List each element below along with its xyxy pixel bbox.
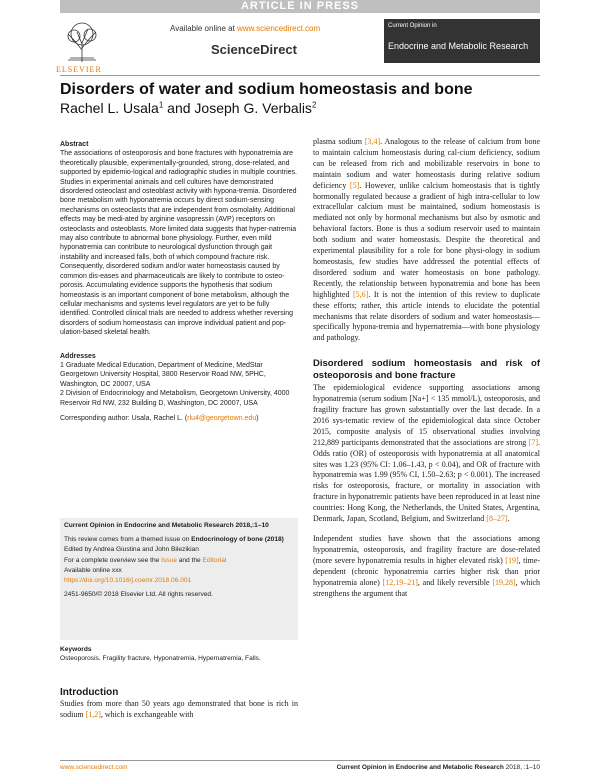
p3-a: Independent studies have shown that the associations among hyponatremia, osteoporosis, and fragility fracture are dose-related (more severe hyponatremia results in higher elevated risk) [313, 534, 540, 565]
elsevier-tree-logo [60, 20, 104, 64]
p3-c: , and likely reversible [417, 577, 493, 587]
author-1: Rachel L. Usala [60, 100, 159, 116]
keywords-section [60, 645, 298, 663]
citation-link[interactable]: [5,6] [353, 289, 369, 299]
intro-text-a: Studies from more than 50 years ago demonstrated that bone is rich in sodium [60, 699, 298, 719]
article-info-box [60, 518, 298, 640]
p2-c: . [507, 514, 510, 524]
footer-journal: Current Opinion in Endocrine and Metabolic Research [336, 764, 504, 771]
intro-heading: Introduction [60, 687, 119, 698]
p2-b: . Odds ratio (OR) of osteoporosis with hyponatremia at all anatomical sites was 1.23 (95% CI: 1.06–1.43, p < 0.04), and OR of fracture with hyponatremia was 1.99 (95% CI, 1.50–2.63; p < 0.001). The increased risks for osteoporosis, fracture, or mortality in association with fracture in hyponatremic patients have been reproduced in at least nine countries: Hong Kong, the Netherlands, the United States, Argentina, Denmark, Japan, Scotland, Belgium, and Switzerland [313, 437, 540, 524]
journal-small-title: Current Opinion in [388, 23, 437, 29]
citation-link[interactable]: [7] [528, 437, 538, 447]
article-in-press-banner: ARTICLE IN PRESS [60, 0, 540, 13]
address-1: 1 Graduate Medical Education, Department of Medicine, MedStar Georgetown University Hospital, 3800 Reservoir Road NW, 5PHC, Washington, DC 20007, USA [60, 361, 266, 388]
corresponding-author [60, 414, 298, 423]
body-paragraph-3 [313, 534, 540, 599]
info-journal-line [64, 521, 294, 531]
p1-b: . Analogous to the release of calcium from bone to maintain calcium homeostasis during cal-cium deficiency, sodium can be released from rich and mobilizable reservoirs in bone to maintain sodium and water homeostasis during relative sodium deficiency [313, 137, 540, 190]
citation-link[interactable]: [19] [505, 555, 519, 565]
p2-a: The epidemiological evidence supporting associations among hyponatremia (serum sodium [Na+] < 135 mmol/L), osteoporosis, and fragility fracture has grown substantially over the last decade. In a 2016 sys-tematic review of the epidemiological data since October 2015, composite analysis of 15 observational studies involving 212,889 participants demonstrated that the associations are strong [313, 383, 540, 447]
footer-citation [337, 764, 540, 771]
available-prefix: Available online at [170, 24, 238, 33]
citation-link[interactable]: [12,19–21] [382, 577, 418, 587]
intro-text [60, 698, 298, 720]
availability-line [170, 24, 320, 33]
addresses-section [60, 352, 298, 424]
info-theme [64, 535, 294, 545]
footer-divider [60, 760, 540, 761]
intro-text-b: , which is exchangeable with [100, 710, 194, 719]
overview-and: and the [176, 556, 203, 564]
theme-prefix: This review comes from a themed issue on [64, 536, 192, 544]
corr-email-link[interactable]: rlu4@georgetown.edu [187, 414, 257, 422]
info-available: Available online xxx [64, 566, 122, 574]
article-title: Disorders of water and sodium homeostasis and bone [60, 81, 473, 98]
left-column [60, 140, 298, 423]
editorial-link[interactable]: Editorial [202, 556, 227, 564]
p1-a: plasma sodium [313, 137, 365, 146]
author-1-affil: 1 [158, 100, 164, 110]
citation-link[interactable]: [5] [349, 180, 360, 190]
theme-name: Endocrinology of bone (2018) [191, 536, 284, 544]
author-line [60, 100, 316, 116]
journal-title: Endocrine and Metabolic Research [388, 41, 529, 51]
author-2: Joseph G. Verbalis [194, 100, 312, 116]
info-volume: :1–10 [251, 522, 269, 529]
addresses-heading: Addresses [60, 352, 96, 360]
platform-name: ScienceDirect [211, 42, 297, 57]
info-overview [64, 556, 294, 566]
citation-link[interactable]: [1,2] [85, 710, 101, 719]
citation-link[interactable]: [19,28] [492, 577, 516, 587]
author-2-affil: 2 [311, 100, 317, 110]
corr-prefix: Corresponding author: Usala, Rachel L. ( [60, 414, 188, 422]
issue-link[interactable]: Issue [161, 556, 177, 564]
publisher-name: ELSEVIER [56, 65, 102, 74]
info-edited: Edited by Andrea Giustina and John Bilezikian [64, 546, 199, 554]
right-column [313, 137, 540, 599]
doi-link[interactable]: https://doi.org/10.1016/j.coemr.2018.06.001 [64, 577, 192, 585]
abstract-text: The associations of osteoporosis and bone fractures with hyponatremia are theoretically plausible, experimentally-grounded, strong, dose-related, and supported by epidemio-logical and radiographic studies in multiple countries. Studies in experimental animals and cell cultures have demonstrated disordered osteoclast and osteoblast activity with hypona-tremia. Disordered bone metabolism with hyponatremia occurs by direct sodium-sensing mechanisms on osteoclasts that are independent from osmolality. Additional effects may be medi-ated by arginine vasopressin (AVP) receptors on osteoclasts and osteoblasts. More limited data suggests that hyper-natremia may also contribute to abnormal bone physiology. Further, even mild hyponatremia can contribute to neurological dysfunction through gait instability and increased falls, both of which compound fracture risk. Consequently, disordered sodium and/or water homeostasis caused by common dis-eases and pharmaceuticals are likely to contribute to osteo-porosis. Accumulating evidence supports the hypothesis that sodium homeostasis is an important component of bone metabolism, although the cellular mechanisms and systems level regulators are yet to be fully identified. Controlled clinical trials are needed to address whether reversing disorders of sodium homeostasis can improve individual patient and pop-ulation-based skeletal health. [60, 150, 297, 337]
p3-b: , time-dependent (chronic hyponatremia carries higher risk than prior hyponatremia alone) [313, 555, 540, 587]
citation-link[interactable]: [3,4] [364, 137, 381, 146]
footer-pages: :1–10 [523, 764, 540, 771]
footer-url[interactable]: www.sciencedirect.com [60, 764, 128, 771]
footer-year: 2018, [503, 764, 524, 771]
abstract-heading: Abstract [60, 141, 89, 148]
body-paragraph-2 [313, 383, 540, 525]
info-copyright: 2451-9650/© 2018 Elsevier Ltd. All rights reserved. [64, 591, 213, 599]
journal-badge [384, 19, 540, 63]
info-journal: Current Opinion in Endocrine and Metabolic Research 2018, [64, 522, 252, 529]
body-paragraph-1 [313, 137, 540, 344]
sciencedirect-url[interactable]: www.sciencedirect.com [237, 24, 321, 33]
header-divider [60, 75, 540, 76]
keywords-text: Osteoporosis, Fragility fracture, Hyponatremia, Hypernatremia, Falls. [60, 655, 261, 662]
keywords-heading: Keywords [60, 646, 92, 653]
p3-d: , which strengthens the argument that [313, 577, 540, 598]
citation-link[interactable]: [8–27] [486, 514, 508, 524]
p1-d: . It is not the intention of this review to duplicate these efforts; rather, this article intends to elucidate the potential mechanisms that relate disorders of sodium and water homeostasis—specifically hypona-tremia and hypernatremia—with bone physiology and pathology. [313, 289, 540, 343]
author-and: and [163, 100, 195, 116]
p1-c: . However, unlike calcium homeostasis that is tightly hormonally regulated because a gradient of high intra-cellular to low extracellular calcium must be maintained, sodium homeostasis is mediated not only by hormonal mechanisms but also by osmotic and behavioral factors. Bone is thus a sodium reservoir used to maintain both sodium and water homeostasis. Despite the theoretical and experimental plausibility for a role for bone physi-ology in sodium homeostasis, few studies have addressed the potential effects of disordered sodium and water homeostasis on bone pathology. Recently, the relationship between hyponatremia and bone has been highlighted [313, 180, 540, 299]
corr-suffix: ) [256, 414, 259, 422]
section-heading: Disordered sodium homeostasis and risk of osteoporosis and bone fracture [313, 358, 540, 381]
address-2: 2 Division of Endocrinology and Metabolism, Georgetown University, 4000 Reservoir Rd NW, 232 Building D, Washington, DC 20007, USA [60, 390, 290, 407]
overview-prefix: For a complete overview see the [64, 556, 162, 564]
